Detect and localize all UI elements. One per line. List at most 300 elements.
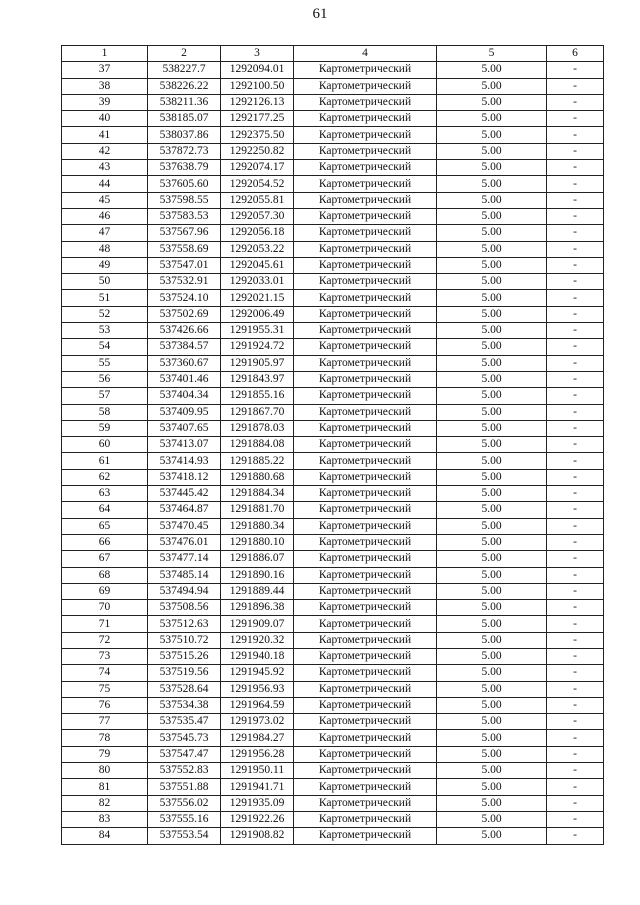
table-cell-col-6: -	[547, 616, 604, 632]
table-cell-col-6: -	[547, 225, 604, 241]
table-row	[62, 306, 604, 322]
table-cell-col-3: 1291964.59	[221, 697, 294, 713]
table-cell-col-1: 41	[62, 127, 148, 143]
table-cell-col-6: -	[547, 486, 604, 502]
table-cell-col-3: 1292094.01	[221, 62, 294, 78]
table-cell-col-3: 1291884.08	[221, 437, 294, 453]
table-cell-col-4: Картометрический	[294, 632, 437, 648]
table-cell-col-3: 1291880.10	[221, 534, 294, 550]
table-cell-col-4: Картометрический	[294, 208, 437, 224]
table-cell-col-5: 5.00	[437, 420, 547, 436]
table-cell-col-5: 5.00	[437, 469, 547, 485]
table-row	[62, 94, 604, 110]
table-cell-col-5: 5.00	[437, 323, 547, 339]
table-cell-col-6: -	[547, 779, 604, 795]
table-cell-col-3: 1291886.07	[221, 551, 294, 567]
table-cell-col-2: 537508.56	[148, 600, 221, 616]
table-row	[62, 714, 604, 730]
table-cell-col-4: Картометрический	[294, 714, 437, 730]
table-cell-col-1: 65	[62, 518, 148, 534]
table-cell-col-2: 537502.69	[148, 306, 221, 322]
table-cell-col-4: Картометрический	[294, 583, 437, 599]
table-cell-col-4: Картометрический	[294, 518, 437, 534]
table-cell-col-5: 5.00	[437, 583, 547, 599]
table-row	[62, 127, 604, 143]
table-row	[62, 746, 604, 762]
table-cell-col-4: Картометрический	[294, 420, 437, 436]
table-cell-col-5: 5.00	[437, 567, 547, 583]
table-cell-col-5: 5.00	[437, 371, 547, 387]
table-row	[62, 567, 604, 583]
table-row	[62, 274, 604, 290]
table-cell-col-1: 49	[62, 257, 148, 273]
table-cell-col-3: 1292054.52	[221, 176, 294, 192]
table-cell-col-2: 537515.26	[148, 648, 221, 664]
table-cell-col-2: 537519.56	[148, 665, 221, 681]
table-cell-col-3: 1292177.25	[221, 111, 294, 127]
header-col-3: 3	[221, 46, 294, 62]
table-cell-col-3: 1292053.22	[221, 241, 294, 257]
table-row	[62, 697, 604, 713]
table-cell-col-5: 5.00	[437, 241, 547, 257]
table-cell-col-4: Картометрический	[294, 616, 437, 632]
table-cell-col-6: -	[547, 534, 604, 550]
table-cell-col-6: -	[547, 469, 604, 485]
table-row	[62, 404, 604, 420]
header-col-1: 1	[62, 46, 148, 62]
table-cell-col-3: 1291890.16	[221, 567, 294, 583]
table-cell-col-2: 537464.87	[148, 502, 221, 518]
table-cell-col-3: 1291885.22	[221, 453, 294, 469]
table-cell-col-6: -	[547, 828, 604, 844]
table-cell-col-6: -	[547, 518, 604, 534]
table-cell-col-6: -	[547, 811, 604, 827]
table-cell-col-4: Картометрический	[294, 469, 437, 485]
table-cell-col-1: 43	[62, 160, 148, 176]
table-cell-col-3: 1291973.02	[221, 714, 294, 730]
table-cell-col-2: 537409.95	[148, 404, 221, 420]
table-cell-col-2: 538226.22	[148, 78, 221, 94]
table-cell-col-1: 79	[62, 746, 148, 762]
table-cell-col-1: 71	[62, 616, 148, 632]
table-cell-col-3: 1291956.28	[221, 746, 294, 762]
table-cell-col-1: 37	[62, 62, 148, 78]
table-cell-col-3: 1291880.34	[221, 518, 294, 534]
table-cell-col-2: 537555.16	[148, 811, 221, 827]
table-cell-col-2: 537426.66	[148, 323, 221, 339]
table-cell-col-1: 67	[62, 551, 148, 567]
table-cell-col-1: 64	[62, 502, 148, 518]
table-row	[62, 437, 604, 453]
table-cell-col-1: 60	[62, 437, 148, 453]
table-cell-col-1: 69	[62, 583, 148, 599]
table-cell-col-2: 538211.36	[148, 94, 221, 110]
table-cell-col-6: -	[547, 274, 604, 290]
table-cell-col-4: Картометрический	[294, 290, 437, 306]
table-cell-col-5: 5.00	[437, 616, 547, 632]
table-row	[62, 616, 604, 632]
table-cell-col-3: 1291955.31	[221, 323, 294, 339]
table-cell-col-6: -	[547, 192, 604, 208]
table-cell-col-2: 537413.07	[148, 437, 221, 453]
table-row	[62, 453, 604, 469]
table-cell-col-5: 5.00	[437, 94, 547, 110]
table-cell-col-4: Картометрический	[294, 551, 437, 567]
table-cell-col-1: 51	[62, 290, 148, 306]
table-cell-col-2: 537872.73	[148, 143, 221, 159]
table-cell-col-6: -	[547, 176, 604, 192]
table-cell-col-5: 5.00	[437, 192, 547, 208]
table-cell-col-5: 5.00	[437, 208, 547, 224]
table-cell-col-6: -	[547, 241, 604, 257]
table-cell-col-5: 5.00	[437, 404, 547, 420]
table-cell-col-5: 5.00	[437, 730, 547, 746]
table-cell-col-3: 1291956.93	[221, 681, 294, 697]
table-cell-col-3: 1291922.26	[221, 811, 294, 827]
table-cell-col-3: 1292100.50	[221, 78, 294, 94]
table-cell-col-3: 1291940.18	[221, 648, 294, 664]
table-cell-col-2: 537547.47	[148, 746, 221, 762]
table-row	[62, 420, 604, 436]
table-cell-col-5: 5.00	[437, 225, 547, 241]
table-cell-col-1: 81	[62, 779, 148, 795]
table-cell-col-2: 537445.42	[148, 486, 221, 502]
table-cell-col-4: Картометрический	[294, 665, 437, 681]
table-cell-col-3: 1291843.97	[221, 371, 294, 387]
page-number: 61	[312, 6, 328, 22]
table-cell-col-2: 538227.7	[148, 62, 221, 78]
table-cell-col-1: 42	[62, 143, 148, 159]
table-cell-col-3: 1292055.81	[221, 192, 294, 208]
table-row	[62, 111, 604, 127]
table-cell-col-4: Картометрический	[294, 502, 437, 518]
table-cell-col-4: Картометрический	[294, 192, 437, 208]
table-cell-col-2: 537407.65	[148, 420, 221, 436]
table-cell-col-6: -	[547, 323, 604, 339]
table-cell-col-3: 1291889.44	[221, 583, 294, 599]
table-cell-col-1: 59	[62, 420, 148, 436]
table-cell-col-2: 537553.54	[148, 828, 221, 844]
table-cell-col-5: 5.00	[437, 274, 547, 290]
table-cell-col-2: 537535.47	[148, 714, 221, 730]
table-cell-col-5: 5.00	[437, 143, 547, 159]
table-row	[62, 779, 604, 795]
table-cell-col-6: -	[547, 306, 604, 322]
table-cell-col-4: Картометрический	[294, 371, 437, 387]
table-cell-col-4: Картометрический	[294, 176, 437, 192]
table-cell-col-6: -	[547, 208, 604, 224]
table-cell-col-3: 1291945.92	[221, 665, 294, 681]
table-cell-col-5: 5.00	[437, 746, 547, 762]
table-cell-col-5: 5.00	[437, 632, 547, 648]
table-cell-col-6: -	[547, 453, 604, 469]
table-cell-col-2: 537583.53	[148, 208, 221, 224]
table-cell-col-1: 66	[62, 534, 148, 550]
table-cell-col-4: Картометрический	[294, 779, 437, 795]
table-cell-col-3: 1291909.07	[221, 616, 294, 632]
table-cell-col-4: Картометрический	[294, 94, 437, 110]
table-cell-col-3: 1291984.27	[221, 730, 294, 746]
table-cell-col-1: 57	[62, 388, 148, 404]
table-cell-col-1: 70	[62, 600, 148, 616]
table-cell-col-1: 68	[62, 567, 148, 583]
table-cell-col-2: 537401.46	[148, 371, 221, 387]
table-cell-col-4: Картометрический	[294, 274, 437, 290]
table-cell-col-3: 1291941.71	[221, 779, 294, 795]
table-cell-col-1: 44	[62, 176, 148, 192]
table-row	[62, 143, 604, 159]
table-row	[62, 355, 604, 371]
table-cell-col-3: 1291855.16	[221, 388, 294, 404]
table-cell-col-4: Картометрический	[294, 795, 437, 811]
table-cell-col-4: Картометрический	[294, 746, 437, 762]
table-row	[62, 795, 604, 811]
table-cell-col-3: 1292375.50	[221, 127, 294, 143]
table-cell-col-5: 5.00	[437, 355, 547, 371]
table-cell-col-5: 5.00	[437, 290, 547, 306]
table-cell-col-6: -	[547, 127, 604, 143]
table-cell-col-1: 46	[62, 208, 148, 224]
table-cell-col-3: 1292021.15	[221, 290, 294, 306]
table-cell-col-3: 1291950.11	[221, 763, 294, 779]
table-cell-col-6: -	[547, 697, 604, 713]
table-cell-col-1: 55	[62, 355, 148, 371]
table-cell-col-2: 537512.63	[148, 616, 221, 632]
table-cell-col-1: 62	[62, 469, 148, 485]
table-row	[62, 371, 604, 387]
table-cell-col-1: 56	[62, 371, 148, 387]
table-cell-col-2: 537567.96	[148, 225, 221, 241]
table-cell-col-6: -	[547, 420, 604, 436]
table-cell-col-4: Картометрический	[294, 306, 437, 322]
header-col-2: 2	[148, 46, 221, 62]
table-row	[62, 290, 604, 306]
table-cell-col-5: 5.00	[437, 486, 547, 502]
table-cell-col-3: 1291908.82	[221, 828, 294, 844]
table-cell-col-6: -	[547, 404, 604, 420]
table-cell-col-1: 47	[62, 225, 148, 241]
table-cell-col-6: -	[547, 437, 604, 453]
table-cell-col-3: 1292045.61	[221, 257, 294, 273]
table-row	[62, 583, 604, 599]
table-cell-col-2: 537534.38	[148, 697, 221, 713]
table-cell-col-3: 1292057.30	[221, 208, 294, 224]
table-cell-col-3: 1292074.17	[221, 160, 294, 176]
table-cell-col-2: 537414.93	[148, 453, 221, 469]
table-cell-col-6: -	[547, 648, 604, 664]
table-row	[62, 78, 604, 94]
table-cell-col-5: 5.00	[437, 534, 547, 550]
table-cell-col-2: 537547.01	[148, 257, 221, 273]
table-cell-col-1: 75	[62, 681, 148, 697]
table-cell-col-5: 5.00	[437, 697, 547, 713]
table-row	[62, 486, 604, 502]
table-cell-col-6: -	[547, 355, 604, 371]
table-row	[62, 518, 604, 534]
table-cell-col-5: 5.00	[437, 111, 547, 127]
table-cell-col-1: 73	[62, 648, 148, 664]
table-cell-col-5: 5.00	[437, 176, 547, 192]
table-cell-col-5: 5.00	[437, 779, 547, 795]
table-cell-col-3: 1292033.01	[221, 274, 294, 290]
table-row	[62, 241, 604, 257]
table-cell-col-5: 5.00	[437, 306, 547, 322]
header-col-4: 4	[294, 46, 437, 62]
table-cell-col-4: Картометрический	[294, 404, 437, 420]
table-cell-col-3: 1291905.97	[221, 355, 294, 371]
table-cell-col-1: 58	[62, 404, 148, 420]
table-row	[62, 763, 604, 779]
table-cell-col-6: -	[547, 714, 604, 730]
table-cell-col-3: 1291881.70	[221, 502, 294, 518]
table-cell-col-4: Картометрический	[294, 339, 437, 355]
table-cell-col-1: 84	[62, 828, 148, 844]
table-cell-col-6: -	[547, 78, 604, 94]
table-cell-col-1: 39	[62, 94, 148, 110]
table-cell-col-5: 5.00	[437, 763, 547, 779]
table-cell-col-6: -	[547, 665, 604, 681]
table-cell-col-5: 5.00	[437, 257, 547, 273]
coordinates-table	[61, 45, 604, 845]
table-row	[62, 828, 604, 844]
table-cell-col-2: 538185.07	[148, 111, 221, 127]
table-cell-col-2: 537494.94	[148, 583, 221, 599]
table-row	[62, 192, 604, 208]
table-cell-col-5: 5.00	[437, 828, 547, 844]
table-cell-col-5: 5.00	[437, 665, 547, 681]
table-cell-col-6: -	[547, 257, 604, 273]
table-row	[62, 257, 604, 273]
table-cell-col-1: 77	[62, 714, 148, 730]
table-row	[62, 681, 604, 697]
table-cell-col-4: Картометрический	[294, 811, 437, 827]
table-row	[62, 632, 604, 648]
table-cell-col-2: 537551.88	[148, 779, 221, 795]
table-cell-col-1: 53	[62, 323, 148, 339]
table-cell-col-4: Картометрический	[294, 143, 437, 159]
table-cell-col-6: -	[547, 388, 604, 404]
table-row	[62, 551, 604, 567]
table-cell-col-2: 537605.60	[148, 176, 221, 192]
table-cell-col-3: 1291878.03	[221, 420, 294, 436]
table-cell-col-4: Картометрический	[294, 697, 437, 713]
table-cell-col-4: Картометрический	[294, 257, 437, 273]
table-cell-col-1: 52	[62, 306, 148, 322]
table-cell-col-1: 63	[62, 486, 148, 502]
header-col-6: 6	[547, 46, 604, 62]
table-cell-col-3: 1292006.49	[221, 306, 294, 322]
table-cell-col-5: 5.00	[437, 160, 547, 176]
table-cell-col-6: -	[547, 583, 604, 599]
table-cell-col-2: 537477.14	[148, 551, 221, 567]
table-cell-col-1: 38	[62, 78, 148, 94]
table-cell-col-6: -	[547, 160, 604, 176]
table-cell-col-6: -	[547, 567, 604, 583]
table-cell-col-5: 5.00	[437, 62, 547, 78]
table-cell-col-1: 45	[62, 192, 148, 208]
table-cell-col-5: 5.00	[437, 681, 547, 697]
table-row	[62, 665, 604, 681]
table-cell-col-1: 76	[62, 697, 148, 713]
table-row	[62, 339, 604, 355]
table-cell-col-5: 5.00	[437, 714, 547, 730]
table-cell-col-2: 537470.45	[148, 518, 221, 534]
table-cell-col-6: -	[547, 551, 604, 567]
table-row	[62, 730, 604, 746]
table-cell-col-3: 1291935.09	[221, 795, 294, 811]
table-cell-col-6: -	[547, 600, 604, 616]
table-cell-col-4: Картометрический	[294, 828, 437, 844]
table-cell-col-4: Картометрический	[294, 127, 437, 143]
table-cell-col-4: Картометрический	[294, 62, 437, 78]
table-row	[62, 502, 604, 518]
table-cell-col-1: 83	[62, 811, 148, 827]
table-cell-col-4: Картометрический	[294, 160, 437, 176]
table-cell-col-2: 537528.64	[148, 681, 221, 697]
table-cell-col-6: -	[547, 763, 604, 779]
table-cell-col-6: -	[547, 746, 604, 762]
table-cell-col-4: Картометрический	[294, 453, 437, 469]
table-cell-col-5: 5.00	[437, 502, 547, 518]
table-cell-col-6: -	[547, 502, 604, 518]
header-col-5: 5	[437, 46, 547, 62]
table-cell-col-4: Картометрический	[294, 241, 437, 257]
table-row	[62, 534, 604, 550]
table-cell-col-6: -	[547, 339, 604, 355]
table-cell-col-2: 537532.91	[148, 274, 221, 290]
table-cell-col-1: 48	[62, 241, 148, 257]
table-row	[62, 208, 604, 224]
table-cell-col-3: 1291896.38	[221, 600, 294, 616]
table-row	[62, 323, 604, 339]
table-cell-col-2: 537418.12	[148, 469, 221, 485]
table-cell-col-4: Картометрический	[294, 730, 437, 746]
table-cell-col-4: Картометрический	[294, 534, 437, 550]
table-cell-col-5: 5.00	[437, 78, 547, 94]
table-cell-col-6: -	[547, 730, 604, 746]
table-cell-col-4: Картометрический	[294, 763, 437, 779]
table-cell-col-5: 5.00	[437, 648, 547, 664]
table-cell-col-4: Картометрический	[294, 225, 437, 241]
table-cell-col-2: 537485.14	[148, 567, 221, 583]
table-cell-col-2: 537360.67	[148, 355, 221, 371]
table-cell-col-3: 1291880.68	[221, 469, 294, 485]
coordinates-table-wrap	[61, 45, 603, 845]
table-cell-col-3: 1292056.18	[221, 225, 294, 241]
table-cell-col-3: 1291924.72	[221, 339, 294, 355]
table-cell-col-6: -	[547, 111, 604, 127]
table-cell-col-4: Картометрический	[294, 323, 437, 339]
table-cell-col-4: Картометрический	[294, 111, 437, 127]
table-cell-col-6: -	[547, 94, 604, 110]
table-cell-col-5: 5.00	[437, 600, 547, 616]
table-cell-col-1: 72	[62, 632, 148, 648]
table-cell-col-2: 538037.86	[148, 127, 221, 143]
table-cell-col-1: 78	[62, 730, 148, 746]
table-cell-col-5: 5.00	[437, 388, 547, 404]
table-cell-col-6: -	[547, 62, 604, 78]
table-cell-col-4: Картометрический	[294, 648, 437, 664]
table-cell-col-1: 74	[62, 665, 148, 681]
table-cell-col-5: 5.00	[437, 339, 547, 355]
table-cell-col-1: 82	[62, 795, 148, 811]
table-body	[62, 62, 604, 844]
table-cell-col-6: -	[547, 371, 604, 387]
table-cell-col-5: 5.00	[437, 551, 547, 567]
table-header-row	[62, 46, 604, 62]
table-cell-col-1: 40	[62, 111, 148, 127]
table-row	[62, 62, 604, 78]
